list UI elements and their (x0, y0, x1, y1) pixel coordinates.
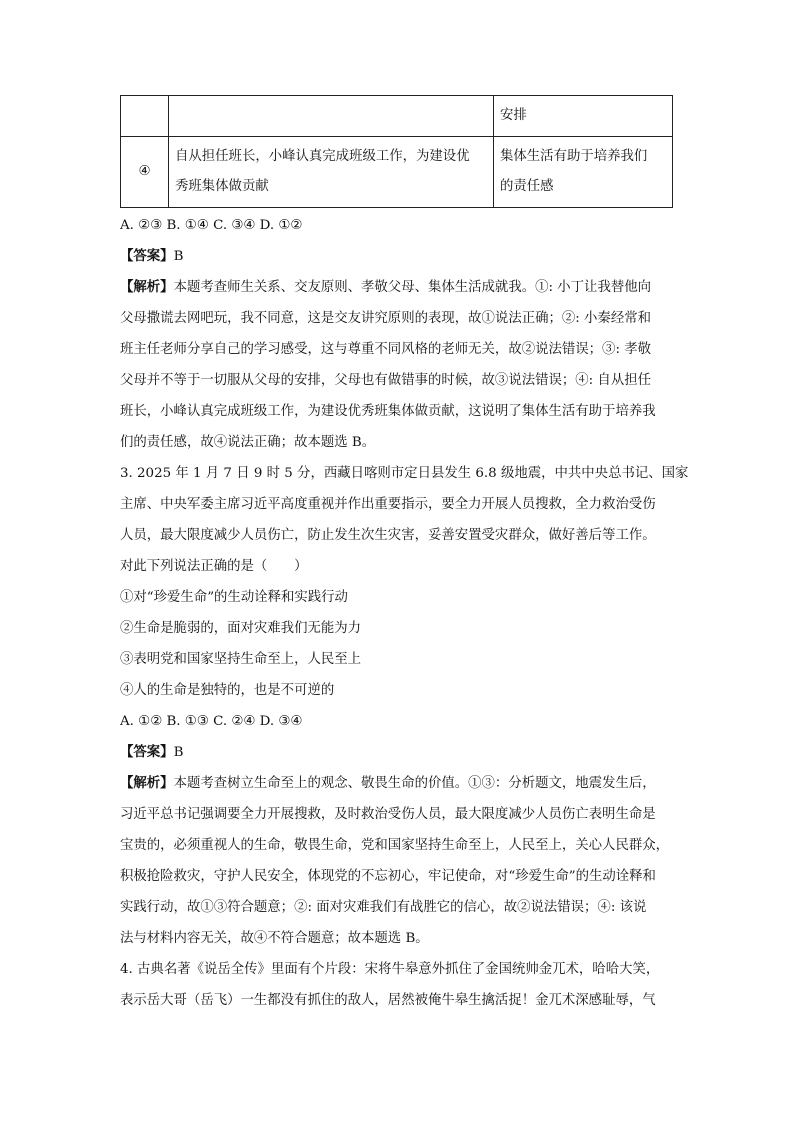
analysis-line (120, 272, 678, 303)
option-item: ④人的生命是独特的，也是不可逆的 (120, 683, 335, 698)
stem-line: 人员，最大限度减少人员伤亡，防止发生次生灾害，妥善安置受灾群众，做好善后等工作。 (120, 528, 656, 543)
option-item: ①对“珍爱生命”的生动诠释和实践行动 (120, 590, 348, 605)
cell-line: 自从担任班长，小峰认真完成班级工作，为建设优 (175, 149, 470, 164)
analysis-line: 们的责任感，故④说法正确；故本题选 B。 (120, 435, 376, 450)
analysis-label: 【解析】 (120, 279, 174, 295)
q2-choices: A. ②③ B. ①④ C. ③④ D. ①② (120, 218, 303, 233)
analysis-text: 本题考查树立生命至上的观念、敬畏生命的价值。①③：分析题文，地震发生后， (173, 776, 656, 791)
stem-line: 3. 2025 年 1 月 7 日 9 时 5 分，西藏日喀则市定日县发生 6.8 级地震，中共中央总书记、国家 (120, 466, 689, 481)
cell-line: 秀班集体做贡献 (175, 179, 269, 194)
analysis-line: 班主任老师分享自己的学习感受，这与尊重不同风格的老师无关，故②说法错误；③: 孝敬 (120, 342, 651, 357)
table-cell-cause (169, 96, 494, 137)
stem-line: 4. 古典名著《说岳全传》里面有个片段：宋将牛皋意外抓住了金国统帅金兀术，哈哈大笑， (120, 962, 660, 977)
document-page (120, 95, 689, 1016)
option-item: ②生命是脆弱的，面对灾难我们无能为力 (120, 621, 362, 636)
table-row (121, 96, 673, 137)
q2-analysis (120, 272, 678, 458)
analysis-line: 父母并不等于一切服从父母的安排，父母也有做错事的时候，故③说法错误；④: 自从担任 (120, 373, 651, 388)
table-cell-effect: 安排 (494, 96, 673, 137)
options-table (120, 95, 673, 208)
analysis-line: 宝贵的，必须重视人的生命，敬畏生命，党和国家坚持生命至上，人民至上，关心人民群众， (120, 838, 670, 853)
table-cell-cause (169, 137, 494, 208)
table-cell-effect (494, 137, 673, 208)
stem-line: 对此下列说法正确的是（ ） (120, 559, 308, 574)
cell-line: 的责任感 (500, 179, 554, 194)
answer-value: B (173, 745, 184, 760)
answer-label: 【答案】 (120, 248, 174, 264)
cell-line: 集体生活有助于培养我们 (500, 149, 648, 164)
q4-stem (120, 954, 678, 1016)
answer-value: B (173, 249, 184, 264)
answer-label: 【答案】 (120, 744, 174, 760)
option-item: ③表明党和国家坚持生命至上，人民至上 (120, 652, 362, 667)
q3-analysis (120, 768, 678, 954)
q2-answer (120, 241, 678, 272)
analysis-text: 本题考查师生关系、交友原则、孝敬父母、集体生活成就我。①: 小丁让我替他向 (173, 280, 651, 295)
analysis-line: 班长，小峰认真完成班级工作，为建设优秀班集体做贡献，这说明了集体生活有助于培养我 (120, 404, 656, 419)
q3-choices: A. ①② B. ①③ C. ②④ D. ③④ (120, 714, 303, 729)
analysis-line: 法与材料内容无关，故④不符合题意；故本题选 B。 (120, 931, 429, 946)
analysis-line: 实践行动，故①③符合题意；②: 面对灾难我们有战胜它的信心，故②说法错误；④: 该说 (120, 900, 647, 915)
analysis-line (120, 768, 678, 799)
analysis-line: 父母撒谎去网吧玩，我不同意，这是交友讲究原则的表现，故①说法正确；②: 小秦经常和 (120, 311, 651, 326)
table-cell-num: ④ (121, 137, 169, 208)
analysis-line: 积极抢险救灾，守护人民安全，体现党的不忘初心，牢记使命，对“珍爱生命”的生动诠释和 (120, 869, 656, 884)
analysis-line: 习近平总书记强调要全力开展搜救，及时救治受伤人员，最大限度减少人员伤亡表明生命是 (120, 807, 656, 822)
table-row (121, 137, 673, 208)
q3-options (120, 582, 678, 706)
analysis-label: 【解析】 (120, 775, 174, 791)
stem-line: 表示岳大哥（岳飞）一生都没有抓住的敌人，居然被俺牛皋生擒活捉！金兀术深感耻辱，气 (120, 993, 656, 1008)
q3-answer (120, 737, 678, 768)
q3-stem (120, 458, 689, 582)
stem-line: 主席、中央军委主席习近平高度重视并作出重要指示，要全力开展人员搜救，全力救治受伤 (120, 497, 656, 512)
table-cell-num (121, 96, 169, 137)
